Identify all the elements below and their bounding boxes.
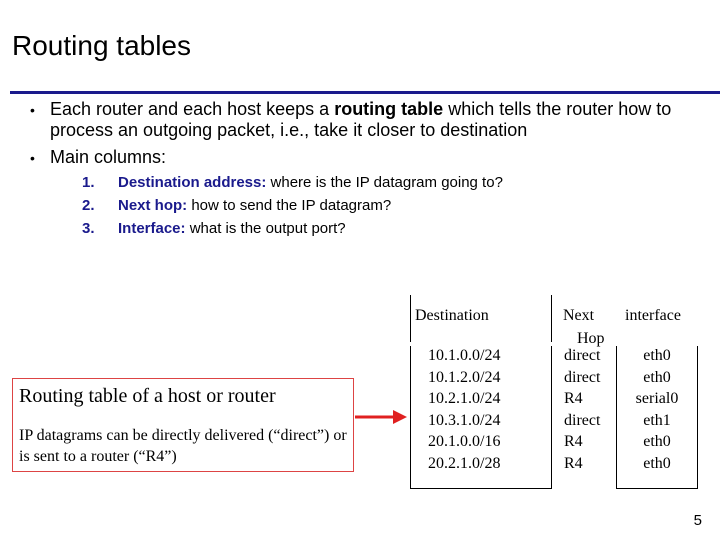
list-number: 2. [82,197,95,214]
slide-title: Routing tables [12,30,192,61]
table-border [551,295,552,342]
table-border [551,346,552,488]
header-next-hop-2: Hop [577,330,605,347]
bullet-main-columns: Main columns: [50,147,167,167]
page-number: 5 [693,512,702,529]
table-cell: R4 [564,390,583,407]
list-item-next-hop [118,196,391,216]
right-arrow-icon [355,408,407,426]
table-cell: 10.2.1.0/24 [428,390,501,407]
bullet-bold-term: routing table [334,99,444,119]
table-cell: eth0 [643,454,671,472]
table-border [410,346,411,488]
table-cell: R4 [564,454,583,472]
bullet-text: which tells the router how to process an outgoing packet, i.e., take it closer to destination [50,99,672,140]
title-underline [10,91,720,94]
list-item-desc: how to send the IP datagram? [187,197,392,214]
table-cell: 10.1.0.0/24 [428,347,501,364]
bullet-dot: • [30,102,35,118]
table-cell: eth0 [643,368,671,386]
list-item-destination [118,173,503,193]
table-cell: 10.3.1.0/24 [428,411,501,429]
list-item-interface [118,219,346,239]
bullet-text: Each router and each host keeps a [50,99,335,119]
table-border [410,488,552,489]
bullet-routing-table [50,99,700,141]
list-item-key: Next hop: [118,197,188,214]
table-cell: serial0 [635,390,679,407]
callout-body: IP datagrams can be directly delivered (“direct”) or is sent to a router (“R4”) [19,427,347,465]
list-item-key: Interface: [118,220,186,237]
table-cell: 10.1.2.0/24 [428,368,501,386]
table-cell: eth1 [643,411,671,429]
header-destination: Destination [415,307,489,324]
callout-box [12,378,354,472]
list-item-key: Destination address: [118,174,267,191]
header-interface: interface [625,307,681,324]
table-cell: eth0 [643,347,671,364]
header-next-hop-1: Next [563,307,595,324]
list-number: 1. [82,174,95,191]
bullet-dot: • [30,150,35,166]
list-item-desc: what is the output port? [185,220,346,237]
callout-heading: Routing table of a host or router [19,385,276,407]
table-cell: 20.2.1.0/28 [428,454,501,472]
table-cell: R4 [564,433,583,450]
column-interfaces [616,345,698,474]
list-number: 3. [82,220,95,237]
table-border [616,488,698,489]
table-cell: direct [564,411,601,429]
table-cell: direct [564,347,601,364]
list-item-desc: where is the IP datagram going to? [266,174,503,191]
table-cell: 20.1.0.0/16 [428,433,501,450]
table-cell: eth0 [643,433,671,450]
table-border [410,295,411,342]
column-destinations [428,345,500,474]
table-cell: direct [564,368,601,386]
column-next-hops [564,345,600,474]
